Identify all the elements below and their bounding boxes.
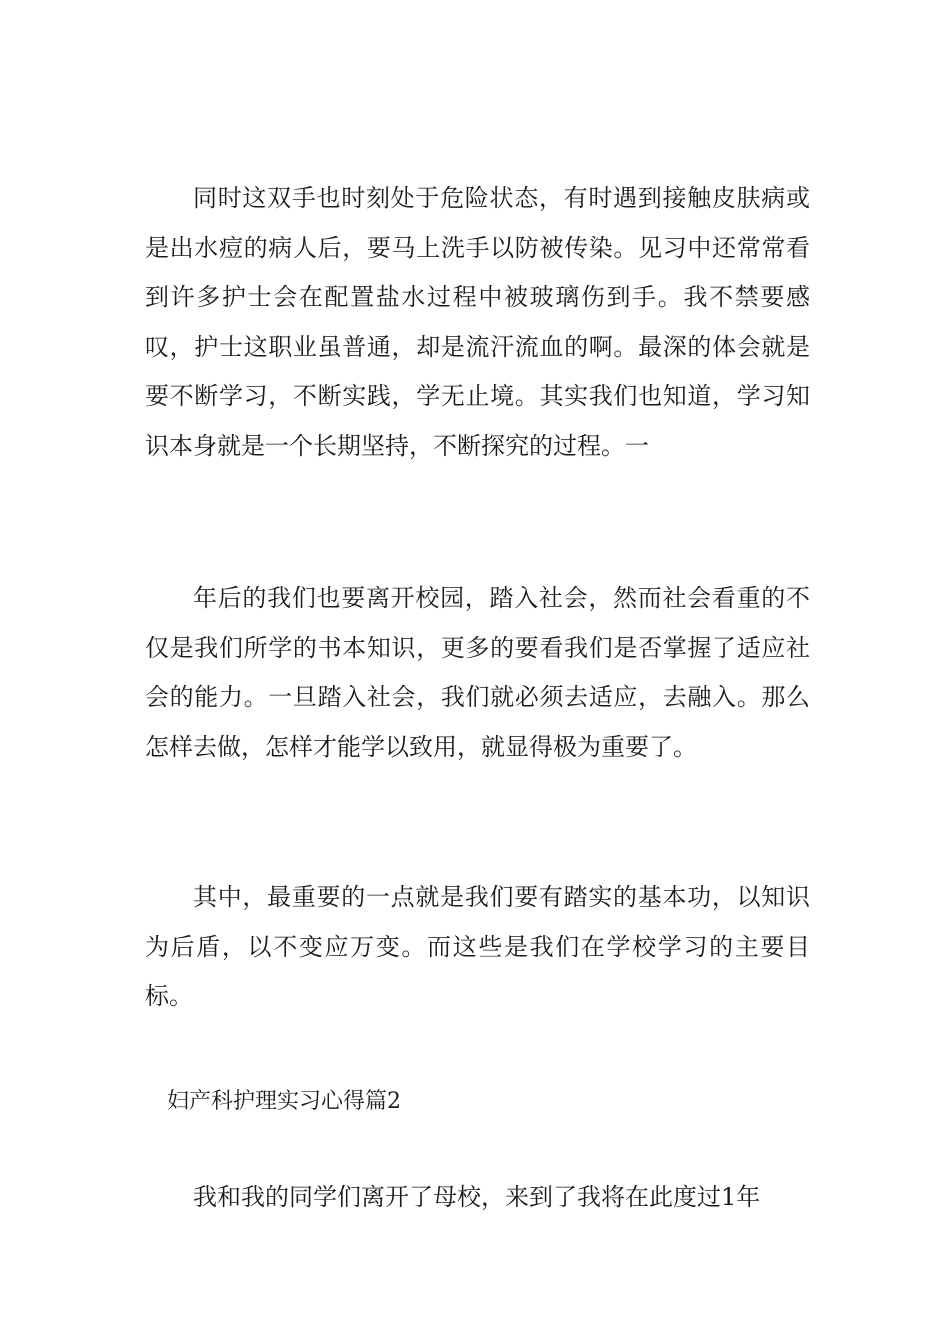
paragraph-5: 我和我的同学们离开了母校，来到了我将在此度过1年 bbox=[193, 1183, 761, 1211]
paragraph-1: 同时这双手也时刻处于危险状态，有时遇到接触皮肤病或是出水痘的病人后，要马上洗手以防被传染。见习中还常常看到许多护士会在配置盐水过程中被玻璃伤到手。我不禁要感叹，护士这职业虽普通，却是流汗流血的啊。最深的体会就是要不断学习，不断实践，学无止境。其实我们也知道，学习知识本身就是一个长期坚持，不断探究的过程。一 bbox=[145, 184, 810, 460]
section-heading: 妇产科护理实习心得篇2 bbox=[167, 1089, 401, 1114]
paragraph-3: 其中，最重要的一点就是我们要有踏实的基本功，以知识为后盾，以不变应万变。而这些是我们在学校学习的主要目标。 bbox=[145, 883, 810, 1010]
paragraph-2: 年后的我们也要离开校园，踏入社会，然而社会看重的不仅是我们所学的书本知识，更多的要看我们是否掌握了适应社会的能力。一旦踏入社会，我们就必须去适应，去融入。那么怎样去做，怎样才能学以致用，就显得极为重要了。 bbox=[145, 584, 810, 761]
